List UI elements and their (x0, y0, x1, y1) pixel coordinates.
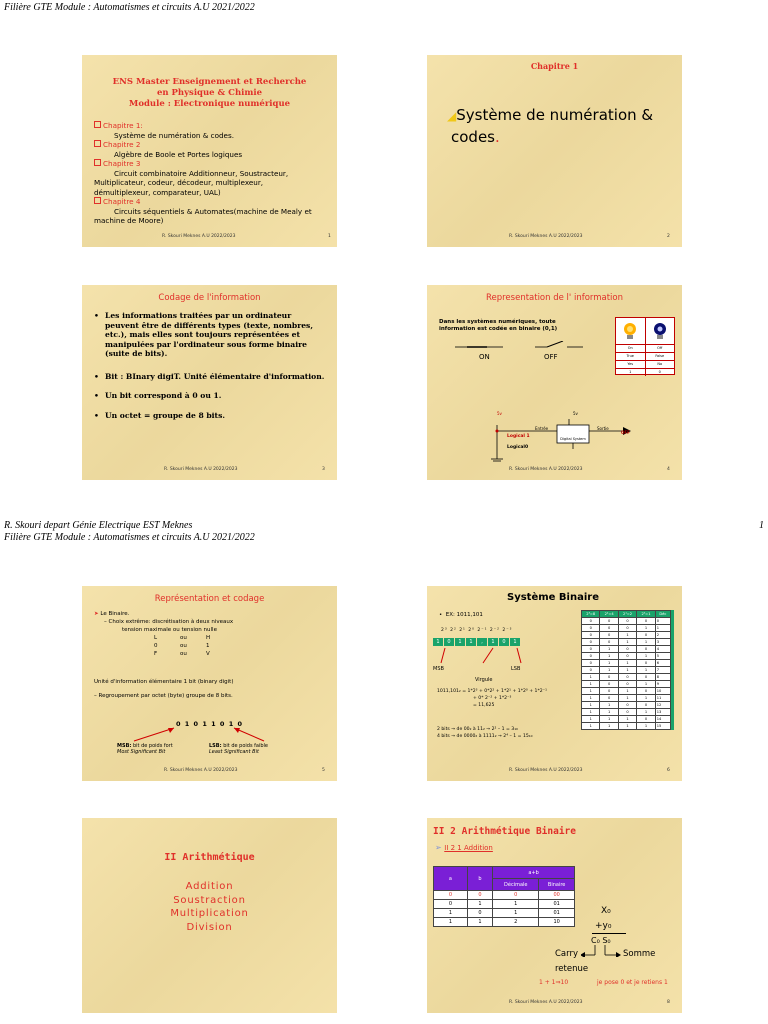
level-cell: H (206, 635, 211, 641)
level-cell: 1 (206, 643, 210, 649)
binary-table-row (582, 646, 671, 653)
binary-table-cell: 1 (600, 660, 618, 667)
slide3-bullet-4: Un octet = groupe de 8 bits. (105, 410, 225, 420)
binary-table-cell: 1 (618, 695, 636, 702)
chapter3-text-1: Circuit combinatoire Additionneur, Soustracteur, (114, 168, 289, 178)
level-row (154, 634, 331, 642)
bullet-dot-icon: • (94, 311, 99, 320)
slide-8 (427, 818, 682, 1013)
level-row (154, 650, 331, 658)
binary-table-cell: 2 (655, 632, 670, 639)
binary-table-cell: 1 (582, 716, 600, 723)
addition-table-cell: 0 (493, 891, 539, 900)
bullet-square-icon (94, 121, 101, 128)
binary-table-cell: 0 (600, 688, 618, 695)
slide7-title: II Arithmétique (164, 852, 255, 863)
binary-table-cell: 0 (582, 625, 600, 632)
level-cell: F (154, 651, 158, 657)
binary-table-cell: 0 (637, 632, 655, 639)
level-cell: ou (180, 643, 187, 649)
binary-table-cell: 0 (600, 639, 618, 646)
bulb-table-cell: Yes (616, 361, 646, 368)
binary-table-cell: 1 (637, 723, 655, 730)
binary-table-cell: 0 (582, 660, 600, 667)
slide-footer: R. Skouri Meknes A.U 2022/2023 (509, 467, 583, 472)
slide2-text-line1: Système de numération & (456, 106, 654, 124)
addition-table-cell: 1 (467, 900, 492, 909)
binary-table-cell: 0 (582, 667, 600, 674)
binary-table-cell: 1 (582, 723, 600, 730)
chapter3-text-3: démultiplexeur, comparateur, UAL) (94, 187, 221, 197)
switches-diagram (455, 341, 595, 361)
chapter3-text-2: Multiplicateur, codeur, décodeur, multiplexeur, (94, 178, 264, 187)
binary-table-cell: 1 (582, 709, 600, 716)
binary-table-cell: 5 (655, 653, 670, 660)
x0-label: X₀ (601, 906, 611, 916)
binary-table-cell: 0 (618, 702, 636, 709)
binary-table-header: Déc (655, 611, 670, 618)
carry-label: Carry (555, 949, 579, 959)
binary-table-cell: 1 (582, 688, 600, 695)
slide6-eq2: + 0* 2⁻² + 1*2⁻³ (473, 696, 512, 701)
supply-5v-right: 5v (573, 411, 578, 416)
slide6-title: Système Binaire (507, 592, 599, 603)
bulb-off-icon (646, 318, 675, 344)
addition-table-row (434, 918, 575, 927)
binary-digit-cell: 1 (466, 638, 476, 646)
logical-1-label: Logical 1 (507, 434, 530, 439)
slide6-powers: 2³ 2² 2¹ 2⁰ 2⁻¹ 2⁻² 2⁻³ (441, 628, 513, 633)
slide-6 (427, 586, 682, 781)
binary-table-header: 2²=4 (600, 611, 618, 618)
binary-table-cell: 1 (600, 723, 618, 730)
slide4-title: Representation de l' information (485, 293, 624, 303)
slide-3 (82, 285, 337, 480)
binary-table-cell: 0 (600, 674, 618, 681)
arithmetic-operation-item: Soustraction (173, 894, 246, 906)
slide2-text-dot: . (495, 128, 500, 146)
binary-table-cell: 14 (655, 716, 670, 723)
bulb-table-row (616, 353, 674, 361)
binary-table-cell: 4 (655, 646, 670, 653)
binary-digit-cell: 0 (444, 638, 454, 646)
binary-table (581, 610, 674, 730)
addition-table (433, 866, 575, 927)
binary-table-cell: 1 (618, 639, 636, 646)
bulb-table-cell: False (655, 354, 665, 358)
c0-s0-label: C₀ S₀ (591, 936, 611, 945)
binary-table-row (582, 653, 671, 660)
slide-number: 2 (667, 234, 670, 239)
binary-table-cell: 1 (618, 688, 636, 695)
binary-table-cell: 0 (618, 618, 636, 625)
carry-sum-arrows (581, 943, 621, 957)
addition-table-cell: 10 (539, 918, 575, 927)
bulb-table-row (616, 361, 674, 369)
addition-table-cell: 01 (539, 909, 575, 918)
level-cell: L (154, 635, 158, 641)
on-label: ON (479, 353, 490, 361)
addition-table-cell: 0 (467, 909, 492, 918)
bullet-dot-icon: • (94, 410, 99, 420)
input-label: Entrée (535, 426, 549, 431)
level-cell: ou (180, 635, 187, 641)
slide-footer: R. Skouri Meknes A.U 2022/2023 (509, 768, 583, 773)
msb-lsb-arrows (435, 645, 545, 669)
binary-table-cell: 1 (600, 667, 618, 674)
level-cell: V (206, 651, 210, 657)
slide-number: 8 (667, 1000, 670, 1005)
chapter2-text: Algèbre de Boole et Portes logiques (114, 149, 243, 159)
slide1-title-line1: ENS Master Enseignement et Recherche (112, 77, 307, 87)
binary-addition-note: je pose 0 et je retiens 1 (597, 979, 668, 986)
slide-number: 6 (667, 768, 670, 773)
binary-digit-cell: 1 (455, 638, 465, 646)
slide6-example: • EX: 1011,101 (439, 612, 483, 618)
page-header-author: R. Skouri depart Génie Electrique EST Meknes (4, 520, 193, 531)
binary-table-cell: 0 (637, 618, 655, 625)
logic-circuit-diagram (487, 417, 657, 467)
slide5-line3: tension maximale ou tension nulle (122, 627, 217, 633)
slide-footer: R. Skouri Meknes A.U 2022/2023 (164, 768, 238, 773)
slide6-range-4bits: 4 bits → de 0000₂ à 1111₂ → 2⁴ – 1 = 15₁₀ (437, 734, 533, 739)
addition-table-cell: 1 (493, 900, 539, 909)
slide-footer: R. Skouri Meknes A.U 2022/2023 (509, 234, 583, 239)
binary-table-cell: 0 (600, 695, 618, 702)
binary-table-row (582, 667, 671, 674)
binary-table-row (582, 660, 671, 667)
slide1-title-line3: Module : Electronique numérique (128, 99, 291, 109)
msb-english: Most Significant Bit (117, 749, 166, 755)
binary-table-row (582, 709, 671, 716)
arithmetic-operation-item: Division (186, 921, 233, 933)
binary-digit-cell: 1 (510, 638, 520, 646)
binary-table-cell: 0 (582, 646, 600, 653)
supply-5v-left: 5v (497, 411, 502, 416)
col-sum: a+b (493, 867, 575, 879)
slide6-eq1: 1011,101₂ = 1*2³ + 0*2² + 1*2¹ + 1*2⁰ + 1*2⁻¹ (437, 689, 547, 694)
binary-table-cell: 0 (618, 646, 636, 653)
slide-7 (82, 818, 337, 1013)
slide-number: 1 (328, 234, 331, 239)
bullet-dot-icon: • (439, 612, 443, 618)
slide-footer: R. Skouri Meknes A.U 2022/2023 (509, 1000, 583, 1005)
slide5-bits: 0 1 0 1 1 0 1 0 (175, 720, 244, 728)
binary-table-header: 2⁰=1 (637, 611, 655, 618)
binary-table-cell: 0 (637, 688, 655, 695)
binary-table-row (582, 681, 671, 688)
slide8-subtitle: ➢ II 2 1 Addition (435, 843, 493, 852)
lsb-english: Least Significant Bit (209, 749, 259, 755)
binary-table-cell: 1 (637, 709, 655, 716)
binary-table-cell: 1 (600, 702, 618, 709)
binary-table-row (582, 723, 671, 730)
binary-table-row (582, 716, 671, 723)
binary-table-cell: 1 (655, 625, 670, 632)
col-a: a (434, 867, 468, 891)
binary-table-row (582, 625, 671, 632)
slide5-regroup: – Regroupement par octet (byte) groupe de 8 bits. (94, 693, 233, 699)
binary-table-cell: 0 (637, 716, 655, 723)
page-header-top: Filière GTE Module : Automatismes et circuits A.U 2021/2022 (4, 2, 255, 13)
binary-table-cell: 0 (582, 632, 600, 639)
binary-table-cell: 1 (582, 695, 600, 702)
arithmetic-operation-item: Addition (185, 881, 234, 892)
binary-table-cell: 0 (637, 674, 655, 681)
bulb-table-row (616, 369, 674, 376)
binary-table-cell: 1 (618, 716, 636, 723)
binary-table-cell: 1 (600, 716, 618, 723)
bulb-table-cell: 0 (658, 370, 661, 374)
digital-system-box: Digital System (560, 437, 586, 441)
addition-table-cell: 0 (467, 891, 492, 900)
binary-table-row (582, 702, 671, 709)
msb-label: MSB: (117, 743, 132, 749)
bullet-dot-icon: • (94, 371, 99, 381)
binary-table-cell: 0 (600, 681, 618, 688)
binary-table-cell: 8 (655, 674, 670, 681)
chapter4-text-1: Circuits séquentiels & Automates(machine de Mealy et (114, 206, 312, 216)
slide-4 (427, 285, 682, 480)
col-binary: Binaire (539, 879, 575, 891)
binary-table-cell: 7 (655, 667, 670, 674)
binary-table-cell: 10 (655, 688, 670, 695)
lsb-text: bit de poids faible (223, 743, 268, 749)
binary-table-cell: 0 (582, 653, 600, 660)
binary-table-cell: 0 (618, 674, 636, 681)
addition-table-cell: 0 (434, 900, 468, 909)
binary-table-cell: 1 (637, 625, 655, 632)
bulb-table-cell: Off (657, 346, 663, 350)
binary-table-cell: 6 (655, 660, 670, 667)
chapter4-label: Chapitre 4 (103, 197, 141, 206)
level-row (154, 642, 331, 650)
slide5-unit: Unité d'information élémentaire 1 bit (binary digit) (94, 679, 234, 685)
binary-table-cell: 0 (637, 702, 655, 709)
binary-table-cell: 1 (618, 723, 636, 730)
binary-table-cell: 11 (655, 695, 670, 702)
binary-table-header: 2¹=2 (618, 611, 636, 618)
slide4-intro-2: information est codée en binaire (0,1) (439, 326, 558, 332)
binary-table-cell: 1 (637, 667, 655, 674)
slide-number: 3 (322, 467, 325, 472)
msb-lsb-arrows (122, 724, 282, 744)
binary-table-cell: 0 (618, 653, 636, 660)
binary-table-cell: 1 (600, 653, 618, 660)
off-label: OFF (544, 353, 558, 361)
bullet-dot-icon: • (94, 391, 99, 400)
slide2-text-line2: codes (451, 128, 495, 146)
binary-digit-cell: 1 (433, 638, 443, 646)
slide6-eq3: = 11,625 (473, 703, 495, 708)
bullet-square-icon (94, 140, 101, 147)
binary-table-cell: 1 (618, 667, 636, 674)
binary-table-cell: 0 (600, 625, 618, 632)
binary-table-header: 2³=8 (582, 611, 600, 618)
somme-label: Somme (623, 949, 656, 959)
chapter3-label: Chapitre 3 (103, 159, 141, 168)
binary-table-cell: 1 (582, 674, 600, 681)
bulb-table-cell: On (616, 345, 646, 352)
binary-table-row (582, 618, 671, 625)
binary-table-row (582, 695, 671, 702)
bulb-table-cell: True (616, 353, 646, 360)
col-decimal: Décimale (493, 879, 539, 891)
slide4-intro-1: Dans les systèmes numériques, toute (439, 319, 556, 325)
addition-table-cell: 00 (539, 891, 575, 900)
slide3-bullet-3: Un bit correspond à 0 ou 1. (105, 391, 222, 400)
slide2-title: Chapitre 1 (530, 61, 579, 71)
level-cell: 0 (154, 643, 158, 649)
binary-table-cell: 0 (618, 709, 636, 716)
slide-number: 4 (667, 467, 670, 472)
binary-table-cell: 1 (618, 632, 636, 639)
addition-table-cell: 1 (493, 909, 539, 918)
binary-table-cell: 0 (600, 632, 618, 639)
retenue-label: retenue (555, 964, 589, 974)
binary-table-cell: 12 (655, 702, 670, 709)
addition-table-cell: 1 (467, 918, 492, 927)
chapter4-text-2: machine de Moore) (94, 216, 164, 225)
slide-footer: R. Skouri Meknes A.U 2022/2023 (162, 234, 236, 239)
col-b: b (467, 867, 492, 891)
bullet-square-icon (94, 197, 101, 204)
page-number: 1 (759, 520, 764, 531)
page-header-module: Filière GTE Module : Automatismes et circuits A.U 2021/2022 (4, 532, 255, 543)
arrow-bullet-icon: ➤ (94, 611, 99, 617)
binary-table-cell: 3 (655, 639, 670, 646)
slide5-title: Représentation et codage (154, 594, 265, 604)
addition-table-cell: 2 (493, 918, 539, 927)
arithmetic-operation-item: Multiplication (170, 908, 249, 919)
slide-2 (427, 55, 682, 247)
chapter1-text: Système de numération & codes. (114, 130, 234, 140)
binary-table-cell: 1 (618, 660, 636, 667)
binary-table-cell: 1 (582, 681, 600, 688)
slide5-line1: Le Binaire. (100, 611, 130, 617)
binary-table-cell: 1 (600, 646, 618, 653)
binary-table-cell: 1 (637, 695, 655, 702)
slide-footer: R. Skouri Meknes A.U 2022/2023 (164, 467, 238, 472)
lsb-label: LSB (511, 666, 521, 672)
slide-number: 5 (322, 768, 325, 773)
binary-digit-cell: 0 (499, 638, 509, 646)
binary-addition-example: 1 + 1⇒10 (539, 979, 569, 986)
slide3-title: Codage de l'information (158, 293, 261, 303)
bulb-table-cell: No (657, 362, 663, 366)
bulb-on-icon (616, 318, 646, 344)
binary-table-cell: 0 (618, 625, 636, 632)
arrow-bullet-icon: ➢ (435, 843, 442, 852)
slide3-bullet-1: Les informations traitées par un ordinateur peuvent être de différents types (texte, nombres, etc.), mais elles sont toujours représentées et manipulées par l'ordinateur sous forme binaire (suite de bits). (105, 311, 313, 358)
binary-table-row (582, 688, 671, 695)
binary-table-cell: 15 (655, 723, 670, 730)
slide-1 (82, 55, 337, 247)
binary-table-cell: 0 (655, 618, 670, 625)
addition-table-cell: 1 (434, 909, 468, 918)
slide5-line2: – Choix extrême: discrétisation à deux niveaux (104, 619, 234, 625)
msb-label: MSB (433, 666, 444, 672)
addition-table-row (434, 909, 575, 918)
slide8-title: II 2 Arithmétique Binaire (433, 826, 576, 837)
binary-table-cell: 9 (655, 681, 670, 688)
addition-table-cell: 1 (434, 918, 468, 927)
lsb-label: LSB: (209, 743, 222, 749)
binary-digit-cell: 1 (488, 638, 498, 646)
binary-table-cell: 0 (618, 681, 636, 688)
chapter2-label: Chapitre 2 (103, 140, 141, 149)
binary-table-cell: 1 (637, 681, 655, 688)
bullet-icon: ◢ (447, 109, 457, 123)
binary-table-cell: 0 (582, 639, 600, 646)
binary-table-row (582, 632, 671, 639)
bulb-table-cell: 1 (616, 369, 646, 376)
slide-5 (82, 586, 337, 781)
binary-table-row (582, 639, 671, 646)
bulb-table (615, 317, 675, 375)
slide1-title-line2: en Physique & Chimie (156, 88, 262, 98)
bulb-table-row (616, 345, 674, 353)
binary-table-cell: 1 (637, 639, 655, 646)
virgule-label: Virgule (475, 677, 493, 683)
level-cell: ou (180, 651, 187, 657)
y0-label: +y₀ (595, 921, 612, 931)
binary-digit-cell: , (477, 638, 487, 646)
logical-0-label: Logical0 (507, 445, 529, 450)
off-led-label: OFF (621, 430, 630, 435)
binary-table-cell: 1 (600, 709, 618, 716)
slide3-bullet-2: Bit : BInary digiT. Unité élémentaire d'information. (105, 371, 325, 381)
msb-text: bit de poids fort (132, 743, 173, 749)
addition-table-row (434, 900, 575, 909)
binary-table-cell: 0 (637, 646, 655, 653)
chapter1-label: Chapitre 1: (103, 121, 143, 130)
addition-table-cell: 0 (434, 891, 468, 900)
bullet-square-icon (94, 159, 101, 166)
addition-table-row (434, 891, 575, 900)
binary-table-cell: 1 (582, 702, 600, 709)
binary-table-cell: 0 (600, 618, 618, 625)
binary-table-row (582, 674, 671, 681)
addition-table-cell: 01 (539, 900, 575, 909)
output-label: Sortie (597, 426, 609, 431)
binary-table-cell: 13 (655, 709, 670, 716)
slide6-range-2bits: 2 bits → de 00₂ à 11₂ → 2² – 1 = 3₁₀ (437, 727, 518, 732)
binary-table-cell: 0 (637, 660, 655, 667)
binary-table-cell: 0 (582, 618, 600, 625)
binary-table-cell: 1 (637, 653, 655, 660)
